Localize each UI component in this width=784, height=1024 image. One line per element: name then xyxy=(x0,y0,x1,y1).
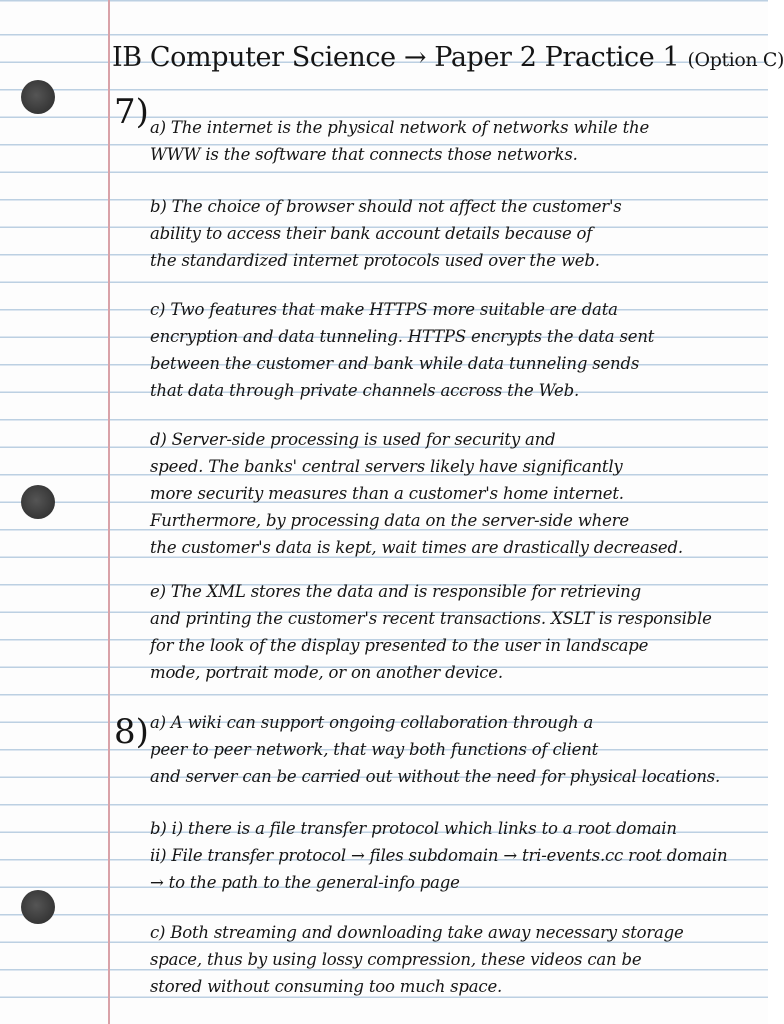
answer-line: more security measures than a customer's home internet. xyxy=(150,484,624,503)
title-option: (Option C) xyxy=(687,49,784,71)
answer-line: d) Server-side processing is used for security and xyxy=(150,430,556,449)
question-number: 7) xyxy=(114,92,149,132)
answer-line: mode, portrait mode, or on another device. xyxy=(150,663,503,682)
answer-line: that data through private channels accross the Web. xyxy=(150,381,580,400)
answer-line: between the customer and bank while data tunneling sends xyxy=(150,354,640,373)
answer-line: the standardized internet protocols used over the web. xyxy=(150,251,600,270)
page-title xyxy=(112,42,784,73)
answer-line: WWW is the software that connects those networks. xyxy=(150,145,578,164)
answer-line: ii) File transfer protocol → files subdomain → tri-events.cc root domain xyxy=(150,846,728,865)
answer-line: and server can be carried out without the need for physical locations. xyxy=(150,767,721,786)
answer-line: Furthermore, by processing data on the server-side where xyxy=(150,511,629,530)
answer-line: b) The choice of browser should not affect the customer's xyxy=(150,197,622,216)
punch-hole-top xyxy=(21,80,55,114)
answer-line: c) Both streaming and downloading take away necessary storage xyxy=(150,923,684,942)
answer-line: for the look of the display presented to the user in landscape xyxy=(150,636,649,655)
punch-hole-bottom xyxy=(21,890,55,924)
answer-line: encryption and data tunneling. HTTPS encrypts the data sent xyxy=(150,327,655,346)
answer-line: c) Two features that make HTTPS more suitable are data xyxy=(150,300,618,319)
answer-line: b) i) there is a file transfer protocol which links to a root domain xyxy=(150,819,677,838)
punch-hole-middle xyxy=(21,485,55,519)
answer-line: the customer's data is kept, wait times are drastically decreased. xyxy=(150,538,683,557)
answer-line: e) The XML stores the data and is responsible for retrieving xyxy=(150,582,641,601)
margin-line xyxy=(108,0,110,1024)
answer-line: stored without consuming too much space. xyxy=(150,977,503,996)
answer-line: ability to access their bank account details because of xyxy=(150,224,593,243)
title-text: IB Computer Science → Paper 2 Practice 1 xyxy=(112,42,680,73)
question-number: 8) xyxy=(114,712,149,752)
answer-line: a) A wiki can support ongoing collaboration through a xyxy=(150,713,594,732)
answer-line: speed. The banks' central servers likely have significantly xyxy=(150,457,623,476)
answer-line: peer to peer network, that way both functions of client xyxy=(150,740,599,759)
answer-line: space, thus by using lossy compression, these videos can be xyxy=(150,950,642,969)
answer-line: and printing the customer's recent transactions. XSLT is responsible xyxy=(150,609,712,628)
answer-line: → to the path to the general-info page xyxy=(150,873,460,892)
answer-line: a) The internet is the physical network of networks while the xyxy=(150,118,650,137)
